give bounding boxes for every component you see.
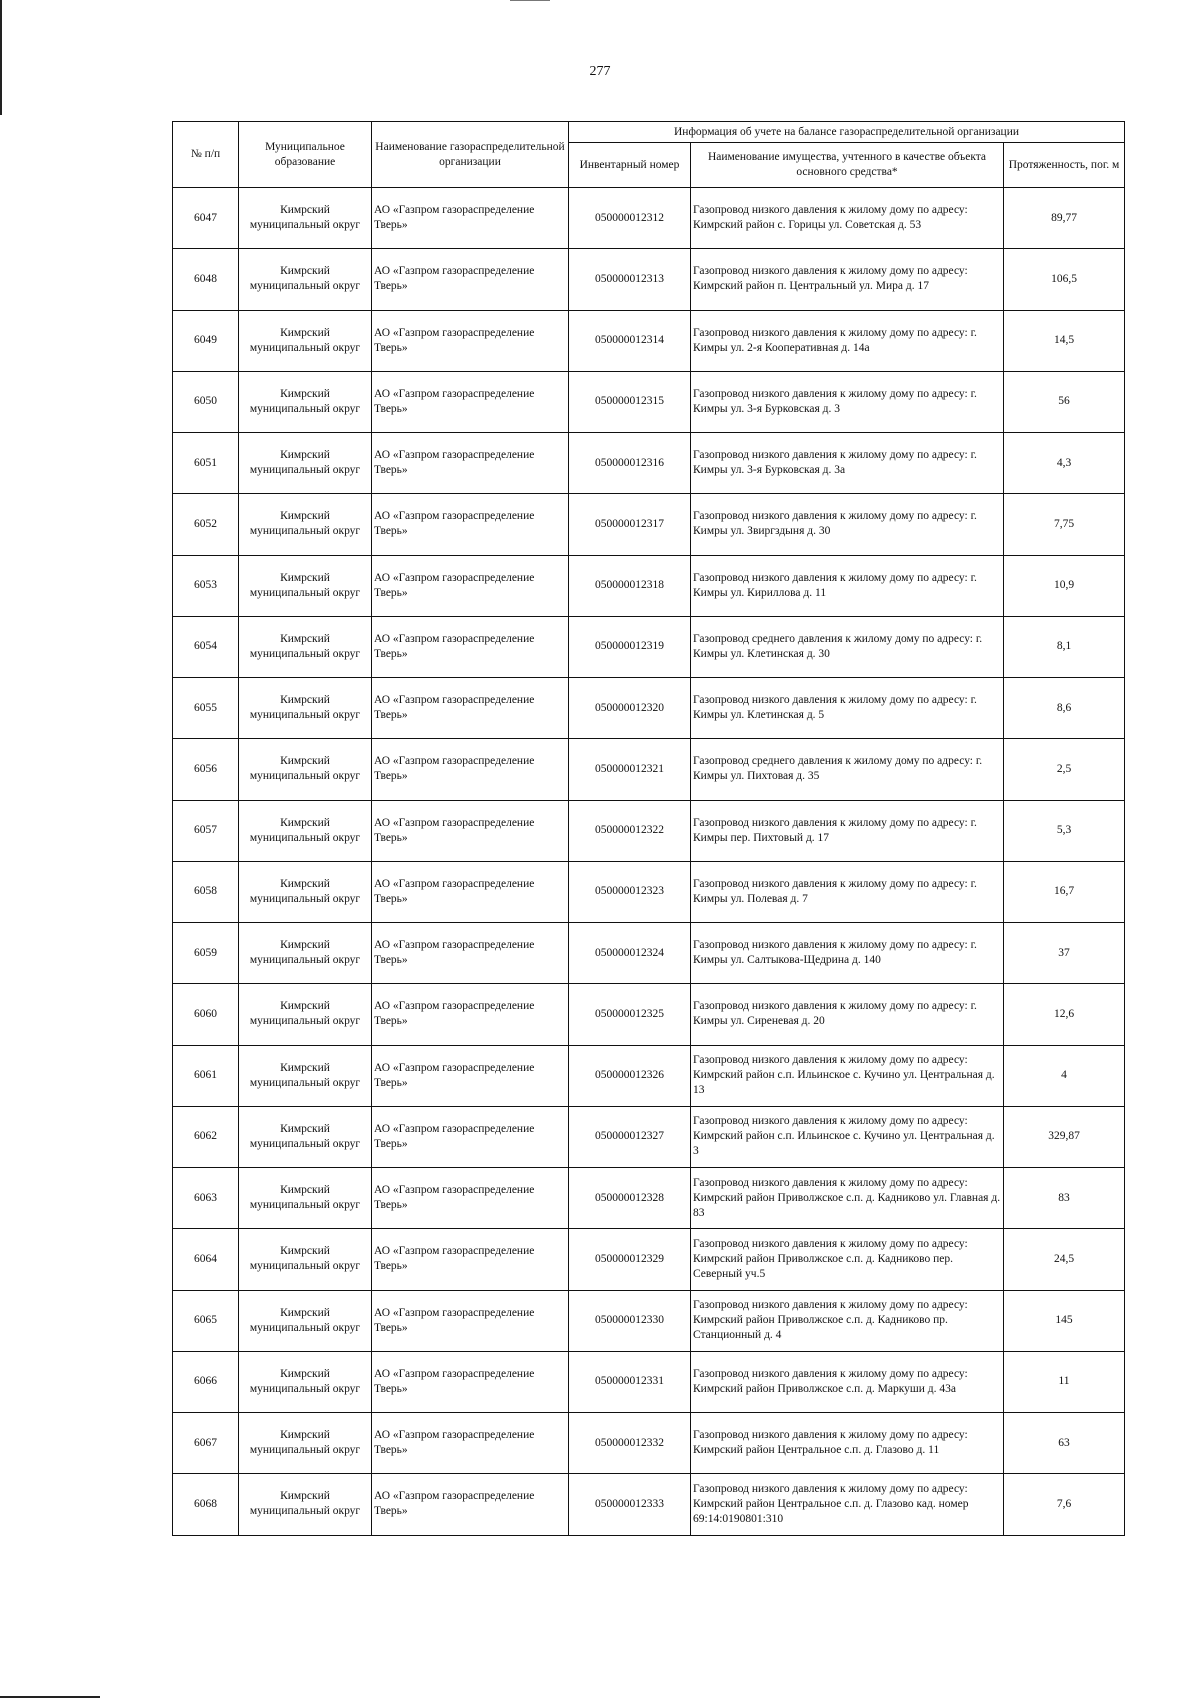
cell-description: Газопровод низкого давления к жилому дому по адресу: Кимрский район Центральное с.п. д. Глазово кад. номер 69:14:0190801:310 bbox=[691, 1474, 1004, 1535]
cell-org: АО «Газпром газораспределение Тверь» bbox=[372, 555, 569, 616]
cell-description: Газопровод низкого давления к жилому дому по адресу: Кимрский район Приволжское с.п. д. Кадниково пер. Северный уч.5 bbox=[691, 1229, 1004, 1290]
cell-org: АО «Газпром газораспределение Тверь» bbox=[372, 1229, 569, 1290]
cell-org: АО «Газпром газораспределение Тверь» bbox=[372, 923, 569, 984]
cell-org: АО «Газпром газораспределение Тверь» bbox=[372, 433, 569, 494]
header-municipality: Муниципальное образование bbox=[239, 122, 372, 188]
cell-description: Газопровод низкого давления к жилому дому по адресу: Кимрский район Приволжское с.п. д. Кадниково ул. Главная д. 83 bbox=[691, 1168, 1004, 1229]
table-body bbox=[173, 188, 1125, 1536]
table-row bbox=[173, 1413, 1125, 1474]
cell-inventory: 050000012323 bbox=[569, 861, 691, 922]
cell-municipality: Кимрский муниципальный округ bbox=[239, 249, 372, 310]
table-row bbox=[173, 1351, 1125, 1412]
cell-inventory: 050000012315 bbox=[569, 371, 691, 432]
cell-description: Газопровод низкого давления к жилому дому по адресу: г. Кимры пер. Пихтовый д. 17 bbox=[691, 800, 1004, 861]
cell-org: АО «Газпром газораспределение Тверь» bbox=[372, 1351, 569, 1412]
scan-edge-line bbox=[0, 0, 2, 115]
cell-municipality: Кимрский муниципальный округ bbox=[239, 1045, 372, 1106]
cell-length: 83 bbox=[1004, 1168, 1125, 1229]
cell-length: 106,5 bbox=[1004, 249, 1125, 310]
cell-length: 11 bbox=[1004, 1351, 1125, 1412]
cell-municipality: Кимрский муниципальный округ bbox=[239, 310, 372, 371]
cell-num: 6067 bbox=[173, 1413, 239, 1474]
cell-length: 8,6 bbox=[1004, 678, 1125, 739]
table-row bbox=[173, 861, 1125, 922]
cell-inventory: 050000012318 bbox=[569, 555, 691, 616]
table-header bbox=[173, 122, 1125, 188]
cell-org: АО «Газпром газораспределение Тверь» bbox=[372, 371, 569, 432]
cell-municipality: Кимрский муниципальный округ bbox=[239, 1229, 372, 1290]
cell-num: 6051 bbox=[173, 433, 239, 494]
cell-inventory: 050000012326 bbox=[569, 1045, 691, 1106]
cell-org: АО «Газпром газораспределение Тверь» bbox=[372, 739, 569, 800]
cell-org: АО «Газпром газораспределение Тверь» bbox=[372, 310, 569, 371]
cell-municipality: Кимрский муниципальный округ bbox=[239, 494, 372, 555]
cell-description: Газопровод низкого давления к жилому дому по адресу: г. Кимры ул. 3-я Бурковская д. 3 bbox=[691, 371, 1004, 432]
cell-org: АО «Газпром газораспределение Тверь» bbox=[372, 861, 569, 922]
cell-num: 6050 bbox=[173, 371, 239, 432]
cell-org: АО «Газпром газораспределение Тверь» bbox=[372, 616, 569, 677]
cell-length: 16,7 bbox=[1004, 861, 1125, 922]
cell-municipality: Кимрский муниципальный округ bbox=[239, 616, 372, 677]
cell-description: Газопровод низкого давления к жилому дому по адресу: Кимрский район Приволжское с.п. д. Маркуши д. 43а bbox=[691, 1351, 1004, 1412]
cell-num: 6054 bbox=[173, 616, 239, 677]
cell-length: 2,5 bbox=[1004, 739, 1125, 800]
table-row bbox=[173, 1290, 1125, 1351]
cell-description: Газопровод низкого давления к жилому дому по адресу: г. Кимры ул. Кириллова д. 11 bbox=[691, 555, 1004, 616]
scan-edge-line bbox=[0, 1696, 100, 1698]
cell-length: 4 bbox=[1004, 1045, 1125, 1106]
cell-num: 6048 bbox=[173, 249, 239, 310]
cell-municipality: Кимрский муниципальный округ bbox=[239, 678, 372, 739]
cell-org: АО «Газпром газораспределение Тверь» bbox=[372, 800, 569, 861]
table-row bbox=[173, 739, 1125, 800]
cell-org: АО «Газпром газораспределение Тверь» bbox=[372, 1413, 569, 1474]
cell-description: Газопровод низкого давления к жилому дому по адресу: Кимрский район Центральное с.п. д. Глазово д. 11 bbox=[691, 1413, 1004, 1474]
cell-municipality: Кимрский муниципальный округ bbox=[239, 739, 372, 800]
cell-municipality: Кимрский муниципальный округ bbox=[239, 800, 372, 861]
cell-inventory: 050000012327 bbox=[569, 1106, 691, 1167]
cell-length: 56 bbox=[1004, 371, 1125, 432]
cell-inventory: 050000012320 bbox=[569, 678, 691, 739]
table-row bbox=[173, 616, 1125, 677]
cell-length: 10,9 bbox=[1004, 555, 1125, 616]
cell-inventory: 050000012329 bbox=[569, 1229, 691, 1290]
cell-num: 6060 bbox=[173, 984, 239, 1045]
cell-inventory: 050000012332 bbox=[569, 1413, 691, 1474]
table-row bbox=[173, 678, 1125, 739]
cell-length: 4,3 bbox=[1004, 433, 1125, 494]
table-row bbox=[173, 1229, 1125, 1290]
scan-edge-line bbox=[510, 0, 550, 1]
cell-description: Газопровод низкого давления к жилому дому по адресу: г. Кимры ул. Салтыкова-Щедрина д. 140 bbox=[691, 923, 1004, 984]
cell-inventory: 050000012317 bbox=[569, 494, 691, 555]
table-row bbox=[173, 310, 1125, 371]
cell-length: 63 bbox=[1004, 1413, 1125, 1474]
cell-inventory: 050000012333 bbox=[569, 1474, 691, 1535]
cell-description: Газопровод низкого давления к жилому дому по адресу: Кимрский район с. Горицы ул. Советская д. 53 bbox=[691, 188, 1004, 249]
cell-description: Газопровод низкого давления к жилому дому по адресу: г. Кимры ул. Звиргздыня д. 30 bbox=[691, 494, 1004, 555]
cell-org: АО «Газпром газораспределение Тверь» bbox=[372, 249, 569, 310]
cell-org: АО «Газпром газораспределение Тверь» bbox=[372, 494, 569, 555]
table-row bbox=[173, 1106, 1125, 1167]
cell-inventory: 050000012319 bbox=[569, 616, 691, 677]
header-info-group: Информация об учете на балансе газораспределительной организации bbox=[569, 122, 1125, 143]
cell-inventory: 050000012313 bbox=[569, 249, 691, 310]
cell-description: Газопровод низкого давления к жилому дому по адресу: г. Кимры ул. 3-я Бурковская д. 3а bbox=[691, 433, 1004, 494]
registry-table bbox=[172, 121, 1125, 1536]
cell-org: АО «Газпром газораспределение Тверь» bbox=[372, 678, 569, 739]
cell-description: Газопровод низкого давления к жилому дому по адресу: г. Кимры ул. Полевая д. 7 bbox=[691, 861, 1004, 922]
table-row bbox=[173, 555, 1125, 616]
cell-inventory: 050000012322 bbox=[569, 800, 691, 861]
table-row bbox=[173, 923, 1125, 984]
cell-num: 6053 bbox=[173, 555, 239, 616]
cell-municipality: Кимрский муниципальный округ bbox=[239, 1168, 372, 1229]
cell-municipality: Кимрский муниципальный округ bbox=[239, 188, 372, 249]
cell-inventory: 050000012324 bbox=[569, 923, 691, 984]
table-row bbox=[173, 188, 1125, 249]
cell-org: АО «Газпром газораспределение Тверь» bbox=[372, 1168, 569, 1229]
cell-num: 6052 bbox=[173, 494, 239, 555]
cell-description: Газопровод низкого давления к жилому дому по адресу: г. Кимры ул. 2-я Кооперативная д. 14а bbox=[691, 310, 1004, 371]
cell-inventory: 050000012325 bbox=[569, 984, 691, 1045]
cell-org: АО «Газпром газораспределение Тверь» bbox=[372, 1045, 569, 1106]
cell-inventory: 050000012316 bbox=[569, 433, 691, 494]
cell-length: 24,5 bbox=[1004, 1229, 1125, 1290]
cell-inventory: 050000012314 bbox=[569, 310, 691, 371]
cell-num: 6063 bbox=[173, 1168, 239, 1229]
header-num: № п/п bbox=[173, 122, 239, 188]
cell-description: Газопровод низкого давления к жилому дому по адресу: Кимрский район Приволжское с.п. д. Кадниково пр. Станционный д. 4 bbox=[691, 1290, 1004, 1351]
cell-org: АО «Газпром газораспределение Тверь» bbox=[372, 188, 569, 249]
cell-num: 6068 bbox=[173, 1474, 239, 1535]
cell-num: 6061 bbox=[173, 1045, 239, 1106]
cell-num: 6059 bbox=[173, 923, 239, 984]
cell-description: Газопровод среднего давления к жилому дому по адресу: г. Кимры ул. Клетинская д. 30 bbox=[691, 616, 1004, 677]
table-row bbox=[173, 800, 1125, 861]
table-row bbox=[173, 1045, 1125, 1106]
cell-description: Газопровод низкого давления к жилому дому по адресу: г. Кимры ул. Сиреневая д. 20 bbox=[691, 984, 1004, 1045]
cell-municipality: Кимрский муниципальный округ bbox=[239, 371, 372, 432]
cell-inventory: 050000012328 bbox=[569, 1168, 691, 1229]
cell-num: 6055 bbox=[173, 678, 239, 739]
cell-municipality: Кимрский муниципальный округ bbox=[239, 1351, 372, 1412]
cell-municipality: Кимрский муниципальный округ bbox=[239, 984, 372, 1045]
cell-description: Газопровод низкого давления к жилому дому по адресу: Кимрский район с.п. Ильинское с. Кучино ул. Центральная д. 3 bbox=[691, 1106, 1004, 1167]
header-inventory: Инвентарный номер bbox=[569, 143, 691, 188]
cell-length: 329,87 bbox=[1004, 1106, 1125, 1167]
cell-num: 6049 bbox=[173, 310, 239, 371]
cell-description: Газопровод низкого давления к жилому дому по адресу: Кимрский район с.п. Ильинское с. Кучино ул. Центральная д. 13 bbox=[691, 1045, 1004, 1106]
cell-municipality: Кимрский муниципальный округ bbox=[239, 861, 372, 922]
cell-municipality: Кимрский муниципальный округ bbox=[239, 555, 372, 616]
cell-length: 7,6 bbox=[1004, 1474, 1125, 1535]
cell-org: АО «Газпром газораспределение Тверь» bbox=[372, 984, 569, 1045]
cell-municipality: Кимрский муниципальный округ bbox=[239, 923, 372, 984]
table-row bbox=[173, 984, 1125, 1045]
header-org: Наименование газораспределительной организации bbox=[372, 122, 569, 188]
cell-length: 145 bbox=[1004, 1290, 1125, 1351]
cell-description: Газопровод среднего давления к жилому дому по адресу: г. Кимры ул. Пихтовая д. 35 bbox=[691, 739, 1004, 800]
cell-num: 6065 bbox=[173, 1290, 239, 1351]
cell-length: 37 bbox=[1004, 923, 1125, 984]
cell-length: 14,5 bbox=[1004, 310, 1125, 371]
cell-length: 89,77 bbox=[1004, 188, 1125, 249]
cell-inventory: 050000012321 bbox=[569, 739, 691, 800]
cell-num: 6064 bbox=[173, 1229, 239, 1290]
cell-num: 6056 bbox=[173, 739, 239, 800]
cell-num: 6058 bbox=[173, 861, 239, 922]
cell-num: 6066 bbox=[173, 1351, 239, 1412]
header-asset-name: Наименование имущества, учтенного в качестве объекта основного средства* bbox=[691, 143, 1004, 188]
table-row bbox=[173, 494, 1125, 555]
cell-num: 6062 bbox=[173, 1106, 239, 1167]
cell-num: 6057 bbox=[173, 800, 239, 861]
cell-inventory: 050000012331 bbox=[569, 1351, 691, 1412]
cell-length: 5,3 bbox=[1004, 800, 1125, 861]
cell-org: АО «Газпром газораспределение Тверь» bbox=[372, 1106, 569, 1167]
table-row bbox=[173, 1474, 1125, 1535]
cell-municipality: Кимрский муниципальный округ bbox=[239, 1106, 372, 1167]
cell-length: 8,1 bbox=[1004, 616, 1125, 677]
cell-length: 12,6 bbox=[1004, 984, 1125, 1045]
cell-municipality: Кимрский муниципальный округ bbox=[239, 1290, 372, 1351]
table-row bbox=[173, 371, 1125, 432]
cell-description: Газопровод низкого давления к жилому дому по адресу: Кимрский район п. Центральный ул. Мира д. 17 bbox=[691, 249, 1004, 310]
cell-org: АО «Газпром газораспределение Тверь» bbox=[372, 1290, 569, 1351]
page-number: 277 bbox=[589, 64, 611, 79]
cell-inventory: 050000012312 bbox=[569, 188, 691, 249]
cell-org: АО «Газпром газораспределение Тверь» bbox=[372, 1474, 569, 1535]
cell-municipality: Кимрский муниципальный округ bbox=[239, 1413, 372, 1474]
cell-inventory: 050000012330 bbox=[569, 1290, 691, 1351]
cell-num: 6047 bbox=[173, 188, 239, 249]
cell-municipality: Кимрский муниципальный округ bbox=[239, 1474, 372, 1535]
table-row bbox=[173, 433, 1125, 494]
cell-municipality: Кимрский муниципальный округ bbox=[239, 433, 372, 494]
table-row bbox=[173, 1168, 1125, 1229]
cell-description: Газопровод низкого давления к жилому дому по адресу: г. Кимры ул. Клетинская д. 5 bbox=[691, 678, 1004, 739]
table-row bbox=[173, 249, 1125, 310]
cell-length: 7,75 bbox=[1004, 494, 1125, 555]
header-length: Протяженность, пог. м bbox=[1004, 143, 1125, 188]
